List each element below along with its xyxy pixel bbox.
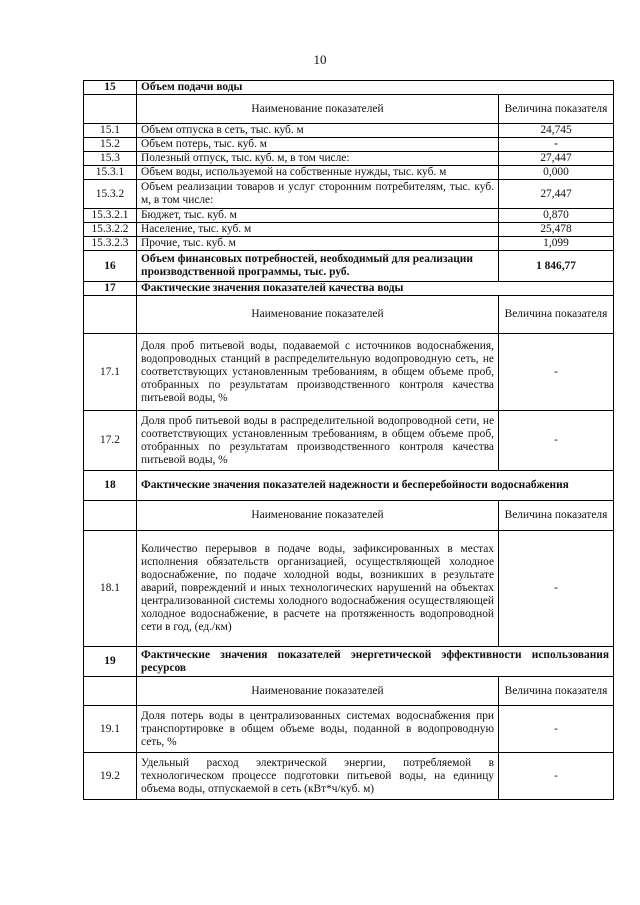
- header-name: Наименование показателей: [137, 501, 499, 531]
- row-value: -: [499, 753, 614, 800]
- table-row: [84, 152, 614, 166]
- row-number: 15.3.2.3: [84, 237, 137, 251]
- section-number: 19: [84, 647, 137, 677]
- indicators-table: [83, 80, 614, 800]
- row-number: 17.2: [84, 411, 137, 471]
- column-header-row: [84, 501, 614, 531]
- header-value: Величина показателя: [499, 677, 614, 706]
- row-number: 19.2: [84, 753, 137, 800]
- table-row: [84, 334, 614, 411]
- table-row: [84, 223, 614, 237]
- table-row: [84, 237, 614, 251]
- row-number: 15.3.2: [84, 180, 137, 209]
- row-name: Объем воды, используемой на собственные нужды, тыс. куб. м: [137, 166, 499, 180]
- section-number: 16: [84, 251, 137, 282]
- header-name: Наименование показателей: [137, 296, 499, 334]
- table-row: [84, 706, 614, 753]
- empty-cell: [84, 95, 137, 124]
- row-number: 15.3: [84, 152, 137, 166]
- column-header-row: [84, 296, 614, 334]
- row-value: 1,099: [499, 237, 614, 251]
- section-title: Фактические значения показателей надежности и бесперебойности водоснабжения: [137, 471, 614, 501]
- table-row: [84, 138, 614, 152]
- table-row: [84, 209, 614, 223]
- row-name: Доля проб питьевой воды, подаваемой с источников водоснабжения, водопроводных станций в распределительную водопроводную сеть, не соответствующих установленным требованиям, в общем объеме проб, отобранных по результатам производственного контроля качества питьевой воды, %: [137, 334, 499, 411]
- row-number: 19.1: [84, 706, 137, 753]
- row-name: Доля потерь воды в централизованных системах водоснабжения при транспортировке в общем объеме воды, поданной в водопроводную сеть, %: [137, 706, 499, 753]
- row-name: Доля проб питьевой воды в распределительной водопроводной сети, не соответствующих установленным требованиям, в общем объеме проб, отобранных по результатам производственного контроля качества питьевой воды, %: [137, 411, 499, 471]
- section-number: 17: [84, 282, 137, 296]
- table-row: [84, 411, 614, 471]
- table-row: [84, 753, 614, 800]
- header-value: Величина показателя: [499, 95, 614, 124]
- empty-cell: [84, 677, 137, 706]
- row-name: Прочие, тыс. куб. м: [137, 237, 499, 251]
- row-value: 24,745: [499, 124, 614, 138]
- row-name: Полезный отпуск, тыс. куб. м, в том числе:: [137, 152, 499, 166]
- row-number: 15.3.2.2: [84, 223, 137, 237]
- row-value: 27,447: [499, 152, 614, 166]
- row-name: Удельный расход электрической энергии, потребляемой в технологическом процессе подготовки питьевой воды, на единицу объема воды, отпускаемой в сеть (кВт*ч/куб. м): [137, 753, 499, 800]
- row-number: 15.2: [84, 138, 137, 152]
- row-number: 15.3.1: [84, 166, 137, 180]
- header-value: Величина показателя: [499, 501, 614, 531]
- row-name: Объем отпуска в сеть, тыс. куб. м: [137, 124, 499, 138]
- empty-cell: [84, 296, 137, 334]
- section-number: 18: [84, 471, 137, 501]
- column-header-row: [84, 95, 614, 124]
- row-number: 15.1: [84, 124, 137, 138]
- header-name: Наименование показателей: [137, 677, 499, 706]
- table-row: [84, 180, 614, 209]
- row-number: 15.3.2.1: [84, 209, 137, 223]
- table-row: [84, 531, 614, 647]
- section-header-row: [84, 282, 614, 296]
- section-title: Фактические значения показателей качества воды: [137, 282, 614, 296]
- row-value: -: [499, 706, 614, 753]
- row-name: Количество перерывов в подаче воды, зафиксированных в местах исполнения обязательств организацией, осуществляющей холодное водоснабжение, по подаче холодной воды, возникших в результате аварий, повреждений и иных технологических нарушений на объектах централизованной системы холодного водоснабжения осуществляющей холодное водоснабжение, в расчете на протяженность водопроводной сети в год, (ед./км): [137, 531, 499, 647]
- row-value: 0,000: [499, 166, 614, 180]
- row-number: 17.1: [84, 334, 137, 411]
- section-header-row: [84, 251, 614, 282]
- section-header-row: [84, 647, 614, 677]
- row-value: -: [499, 138, 614, 152]
- row-number: 18.1: [84, 531, 137, 647]
- section-title: Объем подачи воды: [137, 81, 614, 95]
- row-name: Объем потерь, тыс. куб. м: [137, 138, 499, 152]
- header-name: Наименование показателей: [137, 95, 499, 124]
- row-value: 27,447: [499, 180, 614, 209]
- row-name: Бюджет, тыс. куб. м: [137, 209, 499, 223]
- column-header-row: [84, 677, 614, 706]
- row-value: -: [499, 531, 614, 647]
- row-name: Объем реализации товаров и услуг сторонним потребителям, тыс. куб. м, в том числе:: [137, 180, 499, 209]
- section-header-row: [84, 81, 614, 95]
- row-name: Население, тыс. куб. м: [137, 223, 499, 237]
- page-number: 10: [313, 52, 327, 67]
- section-number: 15: [84, 81, 137, 95]
- empty-cell: [84, 501, 137, 531]
- section-value: 1 846,77: [499, 251, 614, 282]
- row-value: -: [499, 334, 614, 411]
- row-value: 0,870: [499, 209, 614, 223]
- table-row: [84, 166, 614, 180]
- header-value: Величина показателя: [499, 296, 614, 334]
- row-value: -: [499, 411, 614, 471]
- table-row: [84, 124, 614, 138]
- section-header-row: [84, 471, 614, 501]
- row-value: 25,478: [499, 223, 614, 237]
- section-title: Фактические значения показателей энергетической эффективности использования ресурсов: [137, 647, 614, 677]
- section-title: Объем финансовых потребностей, необходимый для реализации производственной программы, тыс. руб.: [137, 251, 499, 282]
